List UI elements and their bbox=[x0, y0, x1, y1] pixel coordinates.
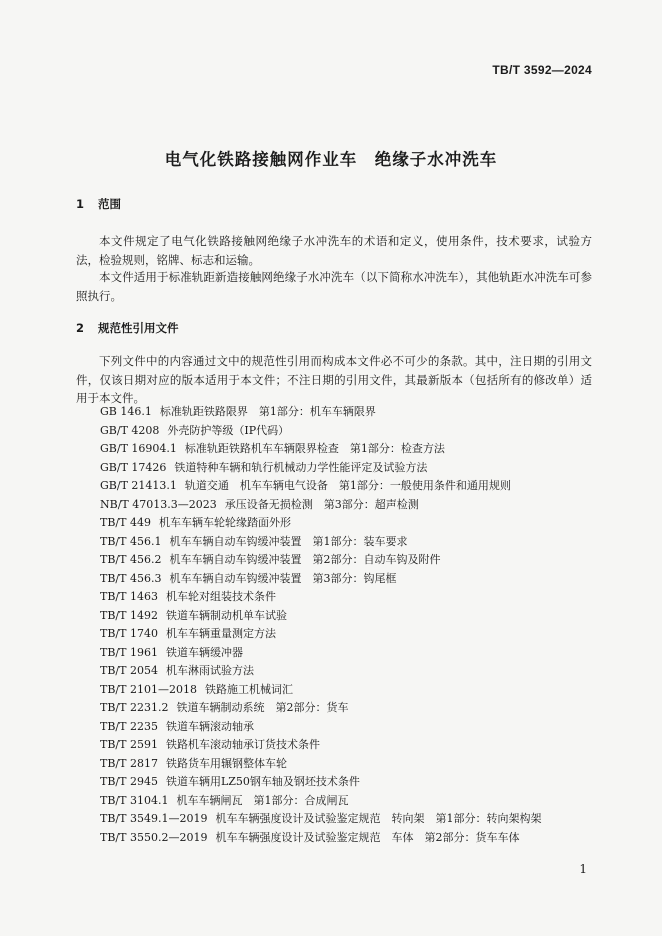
reference-title: 机车车辆强度设计及试验鉴定规范 车体 第2部分：货车车体 bbox=[215, 830, 520, 844]
reference-code: TB/T 3550.2—2019 bbox=[100, 830, 208, 844]
reference-title: 铁道车辆缓冲器 bbox=[165, 645, 243, 659]
reference-item bbox=[100, 440, 541, 459]
reference-item bbox=[100, 736, 541, 755]
reference-title: 铁路货车用辗钢整体车轮 bbox=[165, 756, 287, 770]
reference-code: TB/T 456.3 bbox=[100, 571, 162, 585]
reference-code: TB/T 1961 bbox=[100, 645, 158, 659]
reference-title: 铁道车辆滚动轴承 bbox=[165, 719, 254, 733]
reference-title: 标准轨距铁路限界 第1部分：机车车辆限界 bbox=[159, 405, 376, 418]
reference-code: GB/T 16904.1 bbox=[100, 442, 177, 455]
reference-item bbox=[100, 718, 541, 737]
reference-item bbox=[100, 792, 541, 811]
document-code: TB/T 3592—2024 bbox=[492, 63, 592, 77]
reference-code: TB/T 2231.2 bbox=[100, 701, 169, 714]
reference-title: 铁道车辆制动系统 第2部分：货车 bbox=[176, 701, 349, 714]
reference-code: TB/T 456.1 bbox=[100, 534, 162, 548]
reference-title: 机车车辆自动车钩缓冲装置 第3部分：钩尾框 bbox=[169, 571, 397, 585]
reference-title: 机车车辆车轮轮缘踏面外形 bbox=[158, 516, 291, 529]
reference-title: 机车车辆自动车钩缓冲装置 第2部分：自动车钩及附件 bbox=[169, 553, 441, 566]
reference-title: 标准轨距铁路机车车辆限界检查 第1部分：检查方法 bbox=[184, 442, 445, 455]
reference-code: TB/T 1492 bbox=[100, 608, 158, 622]
reference-title: 铁路施工机械词汇 bbox=[204, 682, 293, 696]
reference-item bbox=[100, 644, 541, 663]
reference-item bbox=[100, 422, 541, 441]
reference-title: 机车车辆闸瓦 第1部分：合成闸瓦 bbox=[176, 793, 349, 807]
reference-code: TB/T 2817 bbox=[100, 756, 158, 770]
section-title: 规范性引用文件 bbox=[98, 321, 179, 335]
reference-item bbox=[100, 607, 541, 626]
reference-code: TB/T 2101—2018 bbox=[100, 682, 197, 696]
reference-title: 轨道交通 机车车辆电气设备 第1部分：一般使用条件和通用规则 bbox=[184, 479, 511, 492]
reference-code: TB/T 3104.1 bbox=[100, 793, 169, 807]
reference-item bbox=[100, 829, 541, 848]
reference-item bbox=[100, 681, 541, 700]
reference-title: 承压设备无损检测 第3部分：超声检测 bbox=[224, 497, 419, 511]
reference-item bbox=[100, 662, 541, 681]
reference-code: GB/T 4208 bbox=[100, 423, 160, 437]
reference-title: 铁道车辆用LZ50钢车轴及钢坯技术条件 bbox=[165, 775, 360, 788]
reference-code: TB/T 449 bbox=[100, 516, 151, 529]
reference-code: TB/T 2054 bbox=[100, 664, 158, 677]
reference-code: TB/T 2591 bbox=[100, 738, 158, 751]
reference-title: 机车车辆重量测定方法 bbox=[165, 627, 276, 640]
reference-code: TB/T 456.2 bbox=[100, 553, 162, 566]
reference-list bbox=[100, 403, 541, 847]
reference-title: 机车车辆自动车钩缓冲装置 第1部分：装车要求 bbox=[169, 534, 408, 548]
applicability-paragraph: 本文件适用于标准轨距新造接触网绝缘子水冲洗车（以下简称水冲洗车），其他轨距水冲洗车可参照执行。 bbox=[76, 270, 592, 303]
section-number: 2 bbox=[76, 321, 85, 335]
reference-code: NB/T 47013.3—2023 bbox=[100, 497, 217, 511]
reference-title: 铁道特种车辆和轨行机械动力学性能评定及试验方法 bbox=[174, 460, 428, 474]
document-title: 电气化铁路接触网作业车 绝缘子水冲洗车 bbox=[164, 150, 498, 169]
reference-code: GB/T 21413.1 bbox=[100, 479, 177, 492]
section-title: 范围 bbox=[98, 197, 122, 211]
section-1-heading bbox=[76, 196, 121, 212]
reference-item bbox=[100, 699, 541, 718]
page-number: 1 bbox=[579, 862, 587, 876]
reference-item bbox=[100, 403, 541, 422]
reference-item bbox=[100, 477, 541, 496]
reference-code: GB/T 17426 bbox=[100, 460, 167, 474]
reference-title: 铁路机车滚动轴承订货技术条件 bbox=[165, 738, 320, 751]
reference-title: 机车轮对组装技术条件 bbox=[165, 590, 276, 603]
reference-item bbox=[100, 810, 541, 829]
reference-item bbox=[100, 551, 541, 570]
reference-title: 铁道车辆制动机单车试验 bbox=[165, 608, 287, 622]
section-number: 1 bbox=[76, 197, 85, 211]
reference-item bbox=[100, 755, 541, 774]
reference-title: 机车车辆强度设计及试验鉴定规范 转向架 第1部分：转向架构架 bbox=[215, 812, 542, 825]
reference-item bbox=[100, 533, 541, 552]
reference-item bbox=[100, 773, 541, 792]
reference-title: 机车淋雨试验方法 bbox=[165, 664, 254, 677]
reference-code: GB 146.1 bbox=[100, 405, 152, 418]
reference-code: TB/T 1740 bbox=[100, 627, 158, 640]
normative-intro-paragraph: 下列文件中的内容通过文中的规范性引用而构成本文件必不可少的条款。其中，注日期的引用文件，仅该日期对应的版本适用于本文件；不注日期的引用文件，其最新版本（包括所有的修改单）适用于本文件。 bbox=[76, 354, 592, 405]
reference-item bbox=[100, 588, 541, 607]
reference-item bbox=[100, 459, 541, 478]
reference-item bbox=[100, 570, 541, 589]
reference-code: TB/T 2235 bbox=[100, 719, 158, 733]
reference-code: TB/T 1463 bbox=[100, 590, 158, 603]
scope-paragraph: 本文件规定了电气化铁路接触网绝缘子水冲洗车的术语和定义，使用条件，技术要求，试验方法，检验规则，铭牌、标志和运输。 bbox=[76, 234, 592, 267]
reference-item bbox=[100, 514, 541, 533]
reference-title: 外壳防护等级（IP代码） bbox=[167, 423, 290, 437]
reference-code: TB/T 3549.1—2019 bbox=[100, 812, 208, 825]
section-2-heading bbox=[76, 320, 179, 336]
reference-item bbox=[100, 496, 541, 515]
reference-item bbox=[100, 625, 541, 644]
reference-code: TB/T 2945 bbox=[100, 775, 158, 788]
